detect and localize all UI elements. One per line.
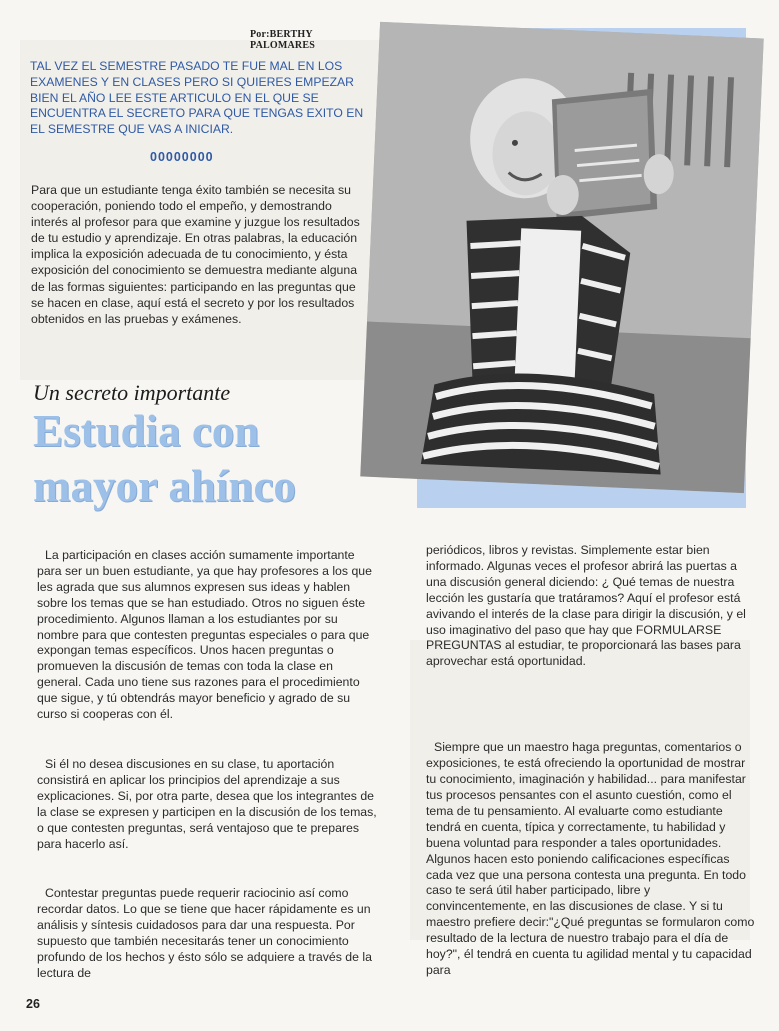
kicker: Un secreto importante xyxy=(33,380,231,405)
intro-paragraph: Para que un estudiante tenga éxito también se necesita su cooperación, poniendo todo el empeño, y demostrando interés al profesor para que examine y juzgue los resultados de tu estudio y aprendizaje. En otras palabras, la educación implica la exposición adecuada de tu conocimiento, y ésta exposición del conocimiento se demuestra mediante alguna de las formas siguientes: participando en las preguntas que se hacen en clase, aquí está el secreto y por los resultados obtenidos en las pruebas y exámenes. xyxy=(31,183,360,326)
student-reading-illustration xyxy=(360,22,763,493)
section-separator: 00000000 xyxy=(150,150,214,164)
column-left xyxy=(37,548,377,982)
paragraph: periódicos, libros y revistas. Simplemente estar bien informado. Algunas veces el profesor abrirá las puertas a una discusión general diciendo: ¿ Qué temas de nuestra lección les gustaría que tratáramos? Aquí el profesor está avivando el interés de la clase para dirigir la discusión, y el uso imaginativo del paso que hay que FORMULARSE PREGUNTAS al estudiar, te proporcionará las bases para aprovechar está oportunidad. xyxy=(426,543,746,669)
page-number: 26 xyxy=(26,997,40,1011)
column-right xyxy=(426,543,756,979)
paragraph: Si él no desea discusiones en su clase, tu aportación consistirá en aplicar los principios del aprendizaje a sus explicaciones. Si, por otra parte, desea que los integrantes de la clase se expresen y participen en la discusión de los temas, o que contesten preguntas, será ventajoso que te prepares para hacerlo así. xyxy=(37,756,377,851)
headline xyxy=(33,404,403,514)
headline-line-2: mayor ahínco xyxy=(33,461,296,511)
paragraph: Contestar preguntas puede requerir raciocinio así como recordar datos. Lo que se tiene que hacer rápidamente es un análisis y síntesis cuidadosos para dar una respuesta. Por supuesto que también necesitarás tener un conocimiento profundo de los hechos y ésto sólo se adquiere a través de la lectura de xyxy=(37,886,372,980)
byline: Por:BERTHY PALOMARES xyxy=(250,29,315,51)
paragraph: Siempre que un maestro haga preguntas, comentarios o exposiciones, te está ofreciendo la oportunidad de mostrar tu conocimiento, imaginación y habilidad... para manifestar tus procesos pensantes con el asunto cuestión, como el tema de tu pensamiento. Al evaluarte como estudiante tendrá en cuenta, típica y correctamente, tu habilidad y buena voluntad para responder a tales oportunidades. Algunos hacen esto poniendo calificaciones específicas cada vez que una persona contesta una pregunta. En todo caso te será útil haber participado, libre y convincentemente, en las discusiones de clase. Y si tu maestro prefiere decir:"¿Qué preguntas se formularon como resultado de la lectura de nuestro trabajo para el día de hoy?", él tendrá en cuenta tu agilidad mental y tu capacidad para xyxy=(426,740,755,977)
headline-line-1: Estudia con xyxy=(33,406,260,456)
student-photo xyxy=(360,22,763,493)
lead-paragraph: TAL VEZ EL SEMESTRE PASADO TE FUE MAL EN LOS EXAMENES Y EN CLASES PERO SI QUIERES EMPEZAR BIEN EL AÑO LEE ESTE ARTICULO EN EL QUE SE ENCUENTRA EL SECRETO PARA QUE TENGAS EXITO EN EL SEMESTRE QUE VAS A INICIAR. xyxy=(30,59,364,137)
paragraph: La participación en clases acción sumamente importante para ser un buen estudiante, ya que hay profesores a los que les agrada que sus alumnos expresen sus ideas y hablen sobre los temas que se han estudiado. Otros no siguen éste procedimiento. Algunos llaman a los estudiantes por su nombre para que contesten preguntas especiales o para que expongan temas específicos. Unos hacen preguntas o promueven la discusión de temas con toda la clase en general. Cada uno tiene sus razones para el procedimiento que sigue, y tú obtendrás mayor beneficio y agrado de su curso si cooperas con él. xyxy=(37,548,372,722)
